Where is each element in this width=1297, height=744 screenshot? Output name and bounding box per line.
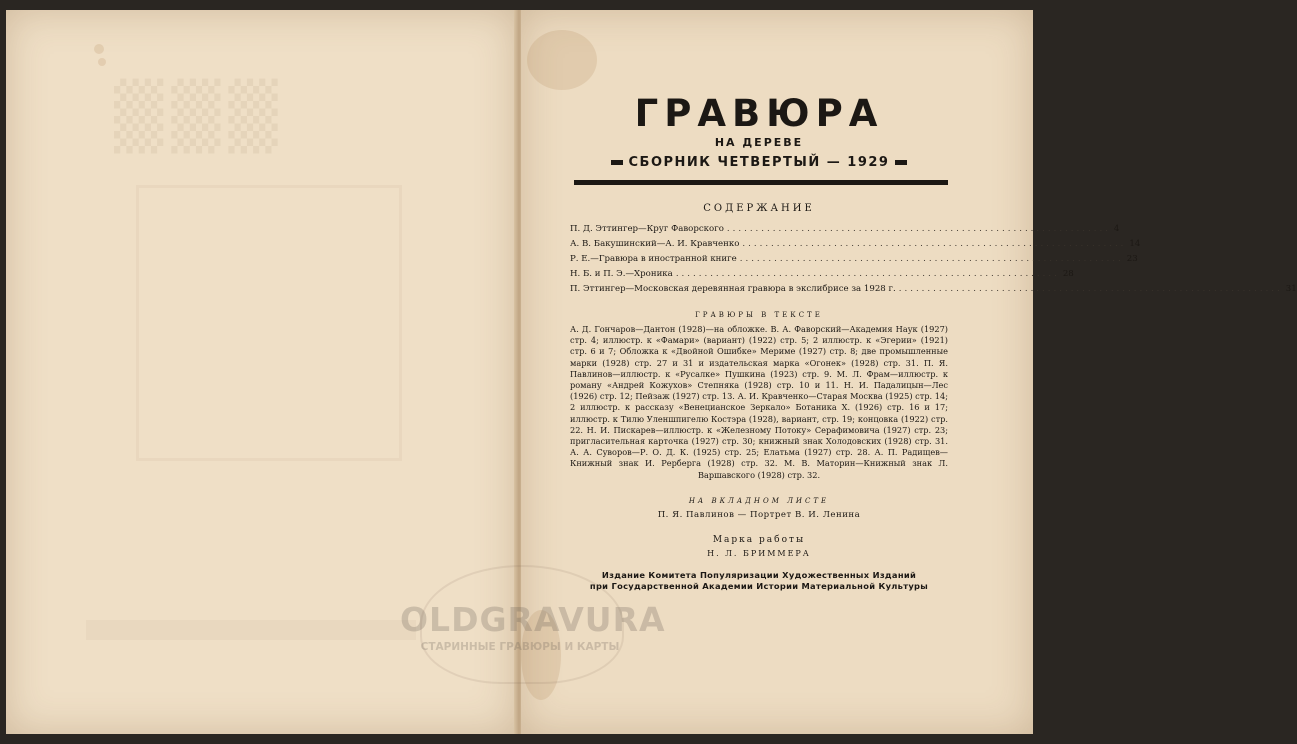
engravings-list: А. Д. Гончаров—Дантон (1928)—на обложке. В. А. Фаворский—Академия Наук (1927) стр. 4; иллюстр. к «Фамари» (вариант) (1922) стр. 5; 2 иллюстр. к «Эгерии» (1921) стр. 6 и 7; Обложка к «Двойной Ошибке» Мериме (1927) стр. 8; две промышленные марки (1928) стр. 27 и 31 и издательская марка «Огонек» (1928) стр. 31. П. Я. Павлинов—иллюстр. к «Русалке» Пушкина (1923) стр. 9. М. Л. Фрам—иллюстр. к роману «Андрей Кожухов» Степняка (1928) стр. 10 и 11. Н. И. Падалицын—Лес (1926) стр. 12; Пейзаж (1927) стр. 13. А. И. Кравченко—Старая Москва (1925) стр. 14; 2 иллюстр. к рассказу «Венецианское Зеркало» Ботаника Х. (1926) стр. 16 и 17; иллюстр. к Тилю Уленшпигелю Костэра (1928), вариант, стр. 19; концовка (1922) стр. 22. Н. И. Пискарев—иллюстр. к «Железному Потоку» Серафимовича (1927) стр. 23; пригласительная карточка (1927) стр. 30; книжный знак Холодовских (1928) стр. 31. А. А. Суворов—Р. О. Д. К. (1925) стр. 25; Елатьма (1927) стр. 28. А. П. Радищев—Книжный знак И. Рерберга (1928) стр. 32. М. В. Маторин—Книжный знак Л. Варшавского (1928) стр. 32. (570, 324, 948, 480)
toc-entry (570, 284, 1297, 299)
main-title: ГРАВЮРА (634, 92, 884, 135)
toc-leader: ................................................................... (675, 269, 1060, 279)
bleed-through-line (86, 620, 416, 640)
toc-entry (570, 254, 1138, 269)
mark-label: Марка работы (712, 534, 806, 545)
toc-entry-page: 23 (1126, 254, 1138, 264)
toc-entry-title: А. В. Бакушинский—А. И. Кравченко (570, 239, 740, 249)
toc-leader: ................................................................... (739, 254, 1124, 264)
watermark (400, 565, 666, 685)
watermark-brand: OLDGRAVURA (400, 600, 666, 639)
sub-title: НА ДЕРЕВЕ (714, 136, 804, 149)
toc-entry-title: П. Д. Эттингер—Круг Фаворского (570, 224, 724, 234)
bleed-through-frame (136, 185, 402, 461)
toc-entry (570, 269, 1074, 284)
insert-description: П. Я. Павлинов — Портрет В. И. Ленина (657, 509, 861, 520)
toc-leader: ................................................................... (726, 224, 1111, 234)
toc-entry-page: 28 (1062, 269, 1074, 279)
toc-entry-title: П. Эттингер—Московская деревянная гравюра в экслибрисе за 1928 г. (570, 284, 896, 294)
paper-stain (527, 30, 597, 90)
insert-heading: НА ВКЛАДНОМ ЛИСТЕ (688, 496, 830, 505)
contents-heading: СОДЕРЖАНИЕ (703, 203, 815, 214)
collection-line (570, 155, 948, 170)
toc-entry-page: 14 (1129, 239, 1141, 249)
toc-entry-page: 4 (1113, 224, 1120, 234)
ornament-bar (895, 160, 907, 165)
paper-stain (94, 44, 104, 54)
publisher-line: Издание Комитета Популяризации Художественных Изданий (601, 569, 917, 580)
engravings-heading: ГРАВЮРЫ В ТЕКСТЕ (695, 311, 823, 319)
table-of-contents (570, 224, 1297, 299)
bleed-through-print: ▒▒▒ (106, 80, 278, 154)
ornament-bar (611, 160, 623, 165)
paper-stain (98, 58, 106, 66)
toc-entry-page: 31 (1285, 284, 1297, 294)
toc-leader: ................................................................... (742, 239, 1127, 249)
publisher-line: при Государственной Академии Истории Материальной Культуры (589, 580, 929, 591)
collection-title: СБОРНИК ЧЕТВЕРТЫЙ — 1929 (628, 155, 890, 170)
toc-leader: ................................................................... (898, 284, 1283, 294)
toc-entry-title: Н. Б. и П. Э.—Хроника (570, 269, 673, 279)
watermark-tagline: СТАРИННЫЕ ГРАВЮРЫ И КАРТЫ (420, 641, 620, 653)
mark-author: Н. Л. БРИММЕРА (707, 548, 811, 558)
toc-entry (570, 239, 1141, 254)
toc-entry (570, 224, 1120, 239)
toc-entry-title: Р. Е.—Гравюра в иностранной книге (570, 254, 737, 264)
title-rule (574, 180, 948, 185)
title-page-content (570, 92, 1297, 592)
